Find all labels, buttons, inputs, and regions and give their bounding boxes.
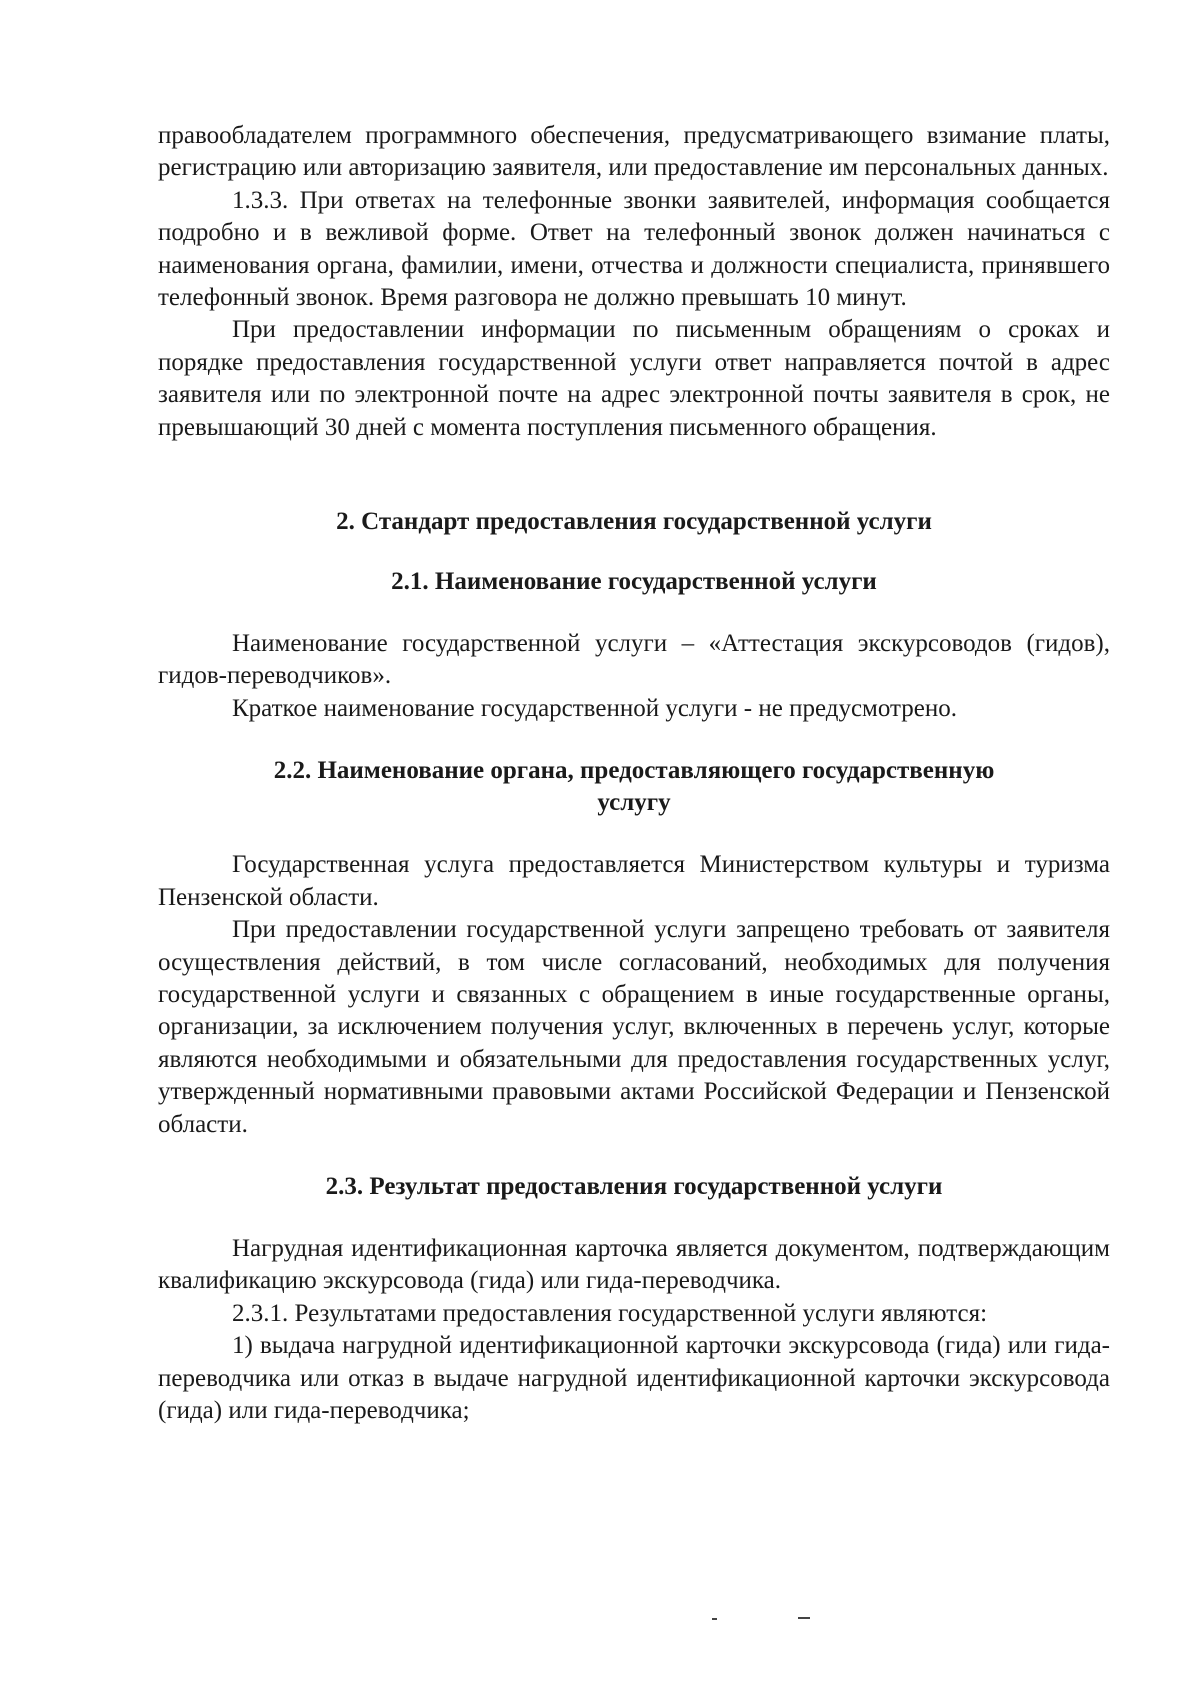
prohibition-paragraph: При предоставлении государственной услуги запрещено требовать от заявителя осуществления действий, в том числе согласований, необходимых для получения государственной услуги и связанных с обращением в иные государственные органы, организации, за исключением получения услуг, включенных в перечень услуг, которые являются необходимыми и обязательными для предоставления государственных услуг, утвержденный нормативными правовыми актами Российской Федерации и Пензенской области.: [158, 916, 1110, 1138]
section-2-1-heading: 2.1. Наименование государственной услуги: [391, 568, 877, 596]
section-2-2-heading-line-2: услугу: [597, 789, 671, 817]
ministry-paragraph: Государственная услуга предоставляется Министерством культуры и туризма Пензенской области.: [158, 851, 1110, 911]
paragraph-1-3-3: 1.3.3. При ответах на телефонные звонки заявителей, информация сообщается подробно и в вежливой форме. Ответ на телефонный звонок должен начинаться с наименования органа, фамилии, имени, отчества и должности специалиста, принявшего телефонный звонок. Время разговора не должно превышать 10 минут.: [158, 186, 1110, 312]
service-short-name-paragraph: Краткое наименование государственной услуги - не предусмотрено.: [232, 694, 957, 722]
result-item-1-paragraph: 1) выдача нагрудной идентификационной карточки экскурсовода (гида) или гида-переводчика или отказ в выдаче нагрудной идентификационной карточки экскурсовода (гида) или гида-переводчика;: [158, 1332, 1110, 1424]
paragraph-continuation: правообладателем программного обеспечения, предусматривающего взимание платы, регистрацию или авторизацию заявителя, или предоставление им персональных данных.: [158, 122, 1110, 182]
results-intro-paragraph: 2.3.1. Результатами предоставления государственной услуги являются:: [232, 1299, 988, 1327]
badge-document-paragraph: Нагрудная идентификационная карточка является документом, подтверждающим квалификацию экскурсовода (гида) или гида-переводчика.: [158, 1234, 1110, 1295]
section-2-3-heading: 2.3. Результат предоставления государственной услуги: [325, 1172, 943, 1200]
section-2-2-heading-line-1: 2.2. Наименование органа, предоставляющего государственную: [273, 757, 995, 785]
section-2-2-heading: [158, 755, 1110, 819]
scan-speck: [712, 1618, 717, 1620]
paragraph-written-requests: При предоставлении информации по письменным обращениям о сроках и порядке предоставления государственной услуги ответ направляется почтой в адрес заявителя или по электронной почте на адрес электронной почты заявителя в срок, не превышающий 30 дней с момента поступления письменного обращения.: [158, 316, 1110, 441]
document-body: [158, 120, 1110, 1427]
section-2-heading: 2. Стандарт предоставления государственной услуги: [336, 508, 932, 536]
service-name-paragraph: Наименование государственной услуги – «Аттестация экскурсоводов (гидов), гидов-переводчиков».: [158, 630, 1110, 690]
scan-speck: [798, 1617, 810, 1619]
